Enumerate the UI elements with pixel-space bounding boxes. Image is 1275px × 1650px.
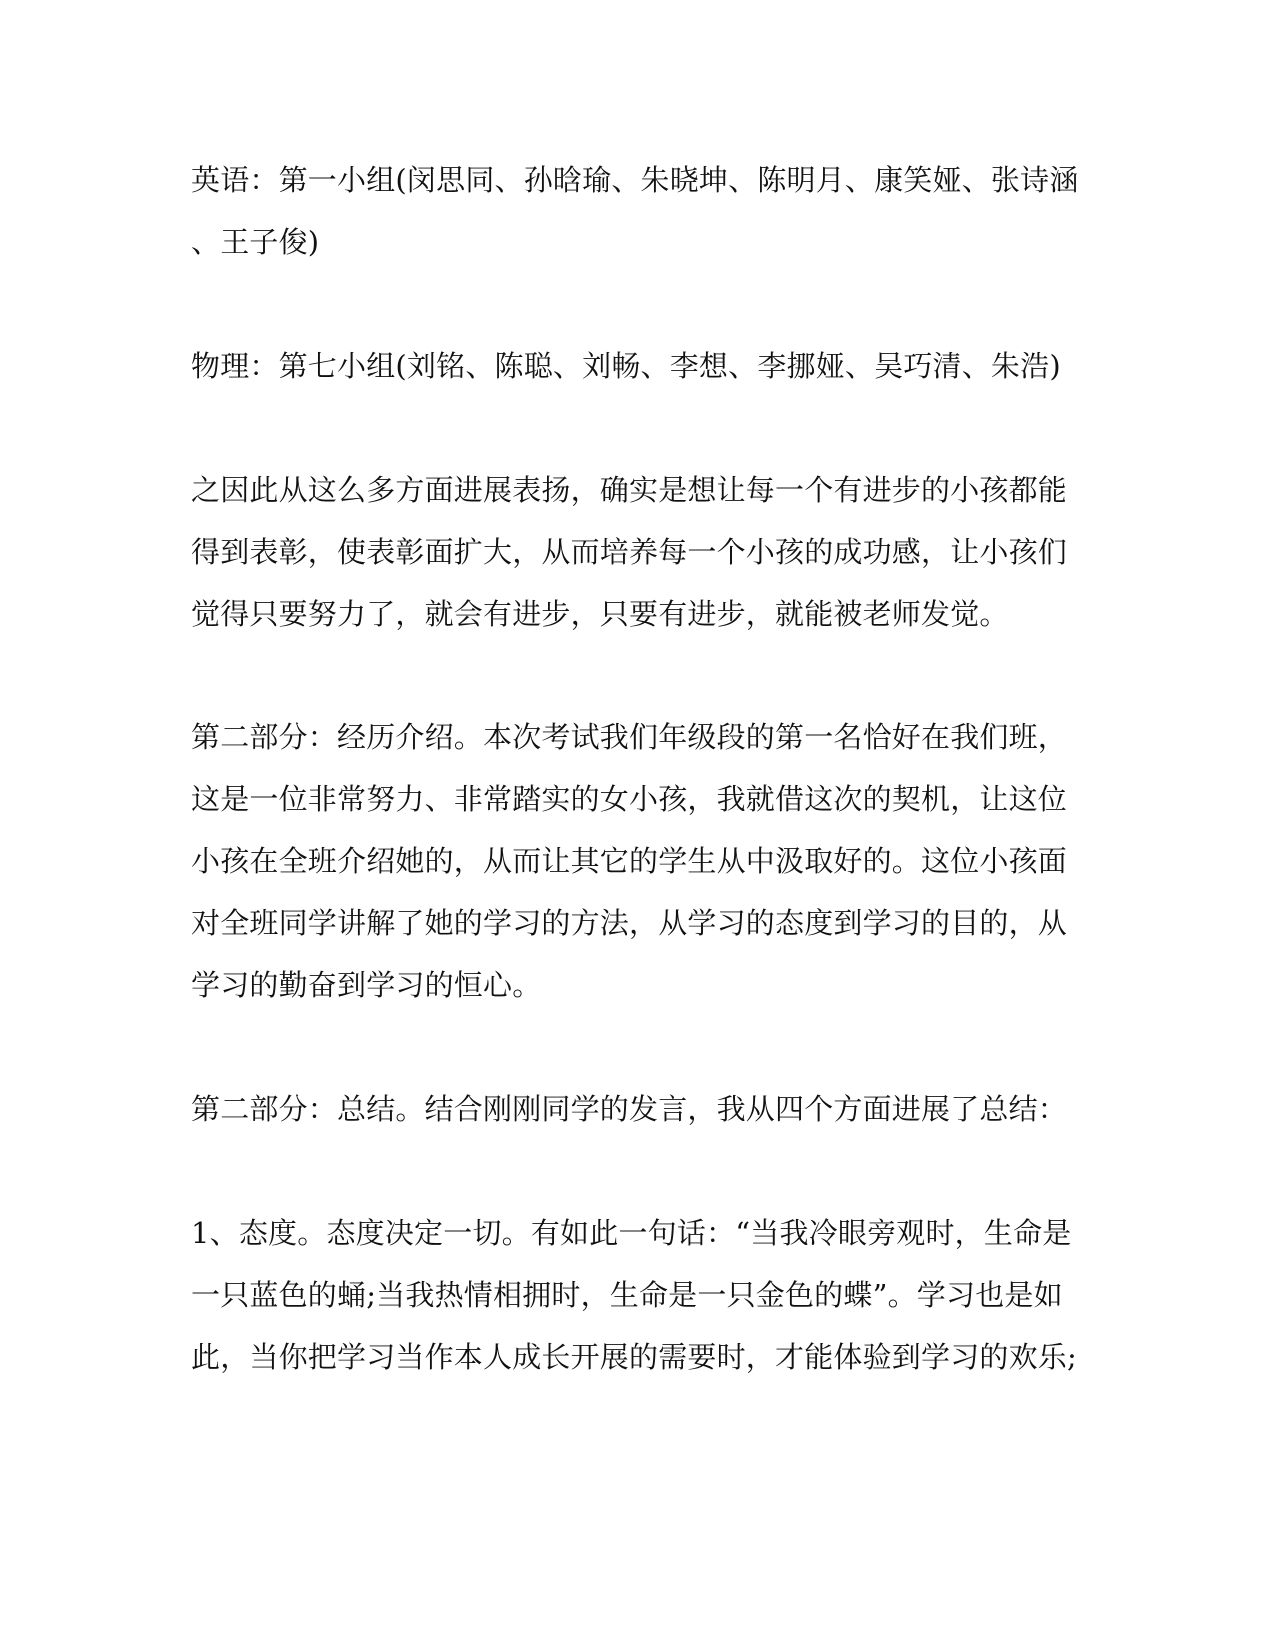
paragraph-english-group-line-1: 英语：第一小组(闵思同、孙晗瑜、朱晓坤、陈明月、康笑娅、张诗涵 <box>191 163 1079 197</box>
paragraph-summary-line-1: 第二部分：总结。结合刚刚同学的发言，我从四个方面进展了总结： <box>191 1092 1068 1126</box>
paragraph-experience-line-2: 这是一位非常努力、非常踏实的女小孩，我就借这次的契机，让这位 <box>191 782 1068 816</box>
paragraph-attitude-line-2: 一只蓝色的蛹;当我热情相拥时，生命是一只金色的蝶”。学习也是如 <box>191 1278 1063 1312</box>
paragraph-praise-reason-line-2: 得到表彰，使表彰面扩大，从而培养每一个小孩的成功感，让小孩们 <box>191 535 1068 569</box>
paragraph-experience-line-5: 学习的勤奋到学习的恒心。 <box>191 968 542 1002</box>
paragraph-english-group-line-2: 、王子俊) <box>191 225 320 259</box>
paragraph-experience-line-3: 小孩在全班介绍她的，从而让其它的学生从中汲取好的。这位小孩面 <box>191 844 1068 878</box>
paragraph-praise-reason-line-1: 之因此从这么多方面进展表扬，确实是想让每一个有进步的小孩都能 <box>191 473 1068 507</box>
paragraph-physics-group-line-1: 物理：第七小组(刘铭、陈聪、刘畅、李想、李挪娅、吴巧清、朱浩) <box>191 349 1061 383</box>
paragraph-experience-line-1: 第二部分：经历介绍。本次考试我们年级段的第一名恰好在我们班， <box>191 720 1068 754</box>
paragraph-experience-line-4: 对全班同学讲解了她的学习的方法，从学习的态度到学习的目的，从 <box>191 906 1068 940</box>
paragraph-attitude-line-1: 1、态度。态度决定一切。有如此一句话：“当我冷眼旁观时，生命是 <box>191 1216 1072 1250</box>
paragraph-praise-reason-line-3: 觉得只要努力了，就会有进步，只要有进步，就能被老师发觉。 <box>191 597 1009 631</box>
paragraph-attitude-line-3: 此，当你把学习当作本人成长开展的需要时，才能体验到学习的欢乐; <box>191 1340 1077 1374</box>
